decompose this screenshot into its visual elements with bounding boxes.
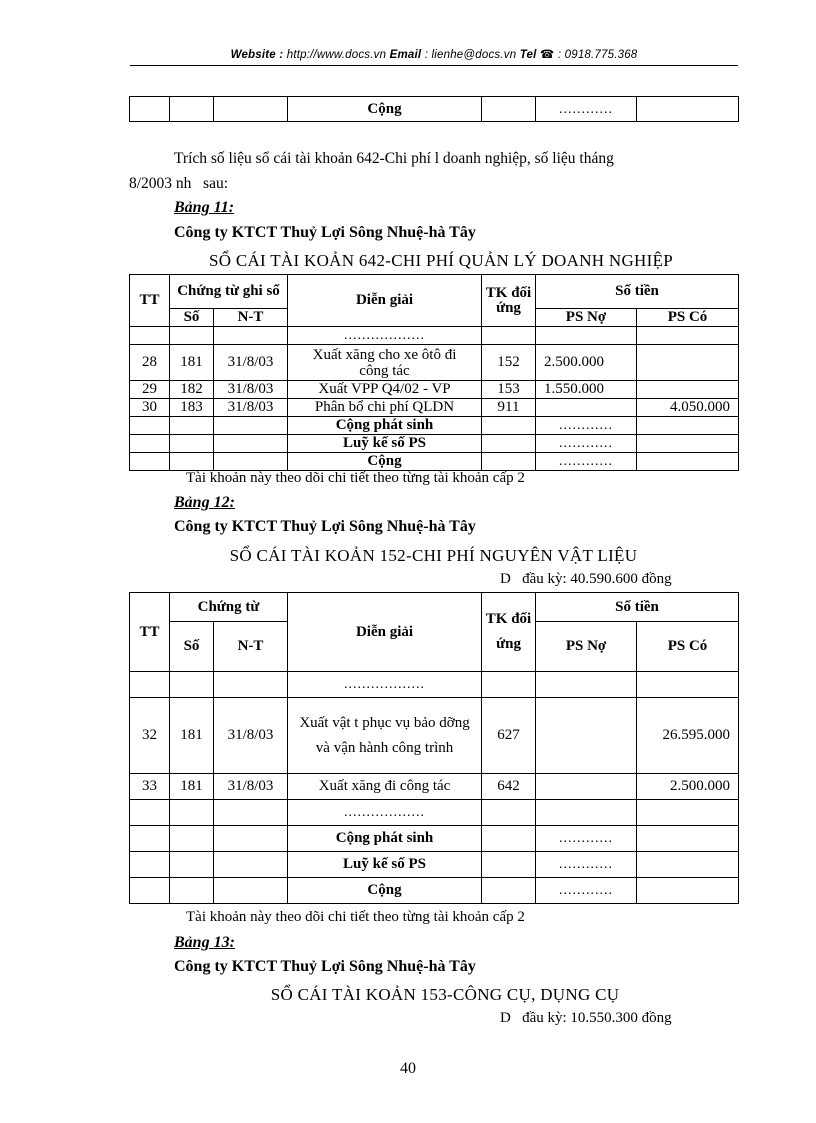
table-12-opening-balance: D đầu kỳ: 40.590.600 đồng <box>500 571 672 587</box>
cell <box>214 852 288 878</box>
row-tt: 30 <box>130 399 170 417</box>
header-chung-tu: Chứng từ <box>170 593 288 622</box>
table-row <box>130 399 739 417</box>
header-tk-doi-ung: TK đối ứng <box>482 593 536 672</box>
intro-line-1: Trích số liệu sổ cái tài khoản 642-Chi phí l doanh nghiệp, số liệu tháng <box>174 150 614 167</box>
cell <box>214 327 288 345</box>
total-label: Luỹ kế số PS <box>288 435 482 453</box>
email-label: Email <box>389 49 422 61</box>
row-tt: 33 <box>130 774 170 800</box>
row-tk: 153 <box>482 381 536 399</box>
total-label: Cộng phát sinh <box>288 826 482 852</box>
table-row <box>130 774 739 800</box>
row-ps-co: 4.050.000 <box>637 399 739 417</box>
row-dien-giai: Xuất xăng đi công tác <box>288 774 482 800</box>
cell <box>637 435 739 453</box>
cell <box>482 417 536 435</box>
table-12 <box>129 592 739 904</box>
total-label: Cộng phát sinh <box>288 417 482 435</box>
header-nt: N-T <box>214 309 288 327</box>
cell <box>170 453 214 471</box>
total-dots: ............ <box>536 826 637 852</box>
cell <box>130 800 170 826</box>
cell <box>482 852 536 878</box>
row-nt: 31/8/03 <box>214 774 288 800</box>
cell <box>214 435 288 453</box>
cell <box>637 327 739 345</box>
total-label: Cộng <box>288 453 482 471</box>
row-tt: 29 <box>130 381 170 399</box>
cell <box>482 826 536 852</box>
cell <box>214 417 288 435</box>
row-dien-giai: Xuất vật t phục vụ bảo dỡng và vận hành công trình <box>288 698 482 774</box>
table-row <box>130 698 739 774</box>
total-dots: ............ <box>536 435 637 453</box>
row-ps-no: 2.500.000 <box>536 345 637 381</box>
table-11-company: Công ty KTCT Thuỷ Lợi Sông Nhuệ-hà Tây <box>174 224 476 241</box>
cell <box>130 672 170 698</box>
top-continuation-table <box>129 96 739 122</box>
cell <box>536 327 637 345</box>
website-label: Website : <box>230 49 284 61</box>
cell <box>214 97 288 122</box>
row-so: 181 <box>170 774 214 800</box>
total-label: Luỹ kế số PS <box>288 852 482 878</box>
tel-number: : 0918.775.368 <box>557 49 638 61</box>
header-so: Số <box>170 622 214 672</box>
table-11-caption: Bảng 11: <box>174 199 235 216</box>
cell <box>130 453 170 471</box>
cell <box>482 435 536 453</box>
cell <box>536 672 637 698</box>
row-tk: 911 <box>482 399 536 417</box>
website-url: http://www.docs.vn <box>286 49 387 61</box>
table-12-caption: Bảng 12: <box>174 494 235 511</box>
row-ps-no <box>536 698 637 774</box>
row-dien-giai: Xuất VPP Q4/02 - VP <box>288 381 482 399</box>
cell <box>637 852 739 878</box>
row-nt: 31/8/03 <box>214 345 288 381</box>
cell <box>170 435 214 453</box>
cell <box>214 800 288 826</box>
cell <box>637 826 739 852</box>
header-nt: N-T <box>214 622 288 672</box>
row-ps-co: 26.595.000 <box>637 698 739 774</box>
table-12-company: Công ty KTCT Thuỷ Lợi Sông Nhuệ-hà Tây <box>174 518 476 535</box>
row-so: 183 <box>170 399 214 417</box>
table-11 <box>129 274 739 471</box>
row-tk: 642 <box>482 774 536 800</box>
page-number: 40 <box>400 1060 416 1077</box>
row-so: 182 <box>170 381 214 399</box>
total-row <box>130 417 739 435</box>
cell <box>170 97 214 122</box>
header-so: Số <box>170 309 214 327</box>
cell <box>130 97 170 122</box>
row-dien-giai: Phân bổ chi phí QLDN <box>288 399 482 417</box>
cell <box>170 327 214 345</box>
cell <box>637 97 739 122</box>
ellipsis-cell: .................. <box>288 672 482 698</box>
cell <box>637 453 739 471</box>
cell <box>130 417 170 435</box>
cell <box>482 800 536 826</box>
header-ps-no: PS Nợ <box>536 622 637 672</box>
row-ps-no <box>536 774 637 800</box>
total-label: Cộng <box>288 97 482 122</box>
cell <box>482 327 536 345</box>
header-tt: TT <box>130 275 170 327</box>
cell <box>170 826 214 852</box>
row-tt: 28 <box>130 345 170 381</box>
header-chung-tu: Chứng từ ghi sổ <box>170 275 288 309</box>
cell <box>637 672 739 698</box>
cell <box>214 878 288 904</box>
cell <box>214 826 288 852</box>
table-row <box>130 381 739 399</box>
header-dien-giai: Diễn giải <box>288 593 482 672</box>
total-dots: ............ <box>536 97 637 122</box>
cell <box>170 672 214 698</box>
table-11-title: SỔ CÁI TÀI KOẢN 642-CHI PHÍ QUẢN LÝ DOANH NGHIỆP <box>208 251 674 270</box>
total-row <box>130 878 739 904</box>
cell <box>482 878 536 904</box>
table-row <box>130 345 739 381</box>
total-label: Cộng <box>288 878 482 904</box>
cell <box>214 672 288 698</box>
table-13-title: SỔ CÁI TÀI KOẢN 153-CÔNG CỤ, DỤNG CỤ <box>270 985 620 1004</box>
header-ps-co: PS Có <box>637 309 739 327</box>
total-dots: ............ <box>536 878 637 904</box>
cell <box>482 97 536 122</box>
page-header <box>130 47 738 61</box>
cell <box>536 800 637 826</box>
total-row <box>130 435 739 453</box>
cell <box>130 327 170 345</box>
row-ps-co <box>637 345 739 381</box>
row-tk: 627 <box>482 698 536 774</box>
total-dots: ............ <box>536 453 637 471</box>
table-11-note: Tài khoản này theo dõi chi tiết theo từng tài khoản cấp 2 <box>186 470 525 486</box>
row-dien-giai: Xuất xăng cho xe ôtô đi công tác <box>288 345 482 381</box>
row-nt: 31/8/03 <box>214 698 288 774</box>
header-so-tien: Số tiền <box>536 275 739 309</box>
ellipsis-cell: .................. <box>288 800 482 826</box>
cell <box>170 417 214 435</box>
intro-line-2: 8/2003 nh sau: <box>129 175 229 192</box>
row-nt: 31/8/03 <box>214 381 288 399</box>
table-12-note: Tài khoản này theo dõi chi tiết theo từng tài khoản cấp 2 <box>186 909 525 925</box>
cell <box>170 800 214 826</box>
row-ps-no <box>536 399 637 417</box>
table-13-caption: Bảng 13: <box>174 934 235 951</box>
row-tk: 152 <box>482 345 536 381</box>
table-13-opening-balance: D đầu kỳ: 10.550.300 đồng <box>500 1010 672 1026</box>
header-tk-doi-ung: TK đối ứng <box>482 275 536 327</box>
row-so: 181 <box>170 345 214 381</box>
cell <box>170 878 214 904</box>
cell <box>637 878 739 904</box>
header-divider <box>130 65 738 66</box>
tel-label: Tel <box>519 49 537 61</box>
cell <box>482 453 536 471</box>
row-ps-no: 1.550.000 <box>536 381 637 399</box>
cell <box>637 417 739 435</box>
row-so: 181 <box>170 698 214 774</box>
cell <box>130 852 170 878</box>
header-dien-giai: Diễn giải <box>288 275 482 327</box>
total-dots: ............ <box>536 417 637 435</box>
ellipsis-cell: .................. <box>288 327 482 345</box>
row-ps-co <box>637 381 739 399</box>
header-ps-no: PS Nợ <box>536 309 637 327</box>
row-ps-co: 2.500.000 <box>637 774 739 800</box>
table-12-title: SỔ CÁI TÀI KOẢN 152-CHI PHÍ NGUYÊN VẬT LIỆU <box>229 546 638 565</box>
header-ps-co: PS Có <box>637 622 739 672</box>
cell <box>482 672 536 698</box>
cell <box>130 878 170 904</box>
table-13-company: Công ty KTCT Thuỷ Lợi Sông Nhuệ-hà Tây <box>174 958 476 975</box>
email-address: : lienhe@docs.vn <box>424 49 517 61</box>
phone-icon: ☎ <box>539 49 555 61</box>
total-row <box>130 826 739 852</box>
cell <box>637 800 739 826</box>
row-tt: 32 <box>130 698 170 774</box>
total-row <box>130 453 739 471</box>
total-dots: ............ <box>536 852 637 878</box>
cell <box>130 435 170 453</box>
row-nt: 31/8/03 <box>214 399 288 417</box>
total-row <box>130 852 739 878</box>
cell <box>130 826 170 852</box>
cell <box>214 453 288 471</box>
header-so-tien: Số tiền <box>536 593 739 622</box>
header-tt: TT <box>130 593 170 672</box>
cell <box>170 852 214 878</box>
